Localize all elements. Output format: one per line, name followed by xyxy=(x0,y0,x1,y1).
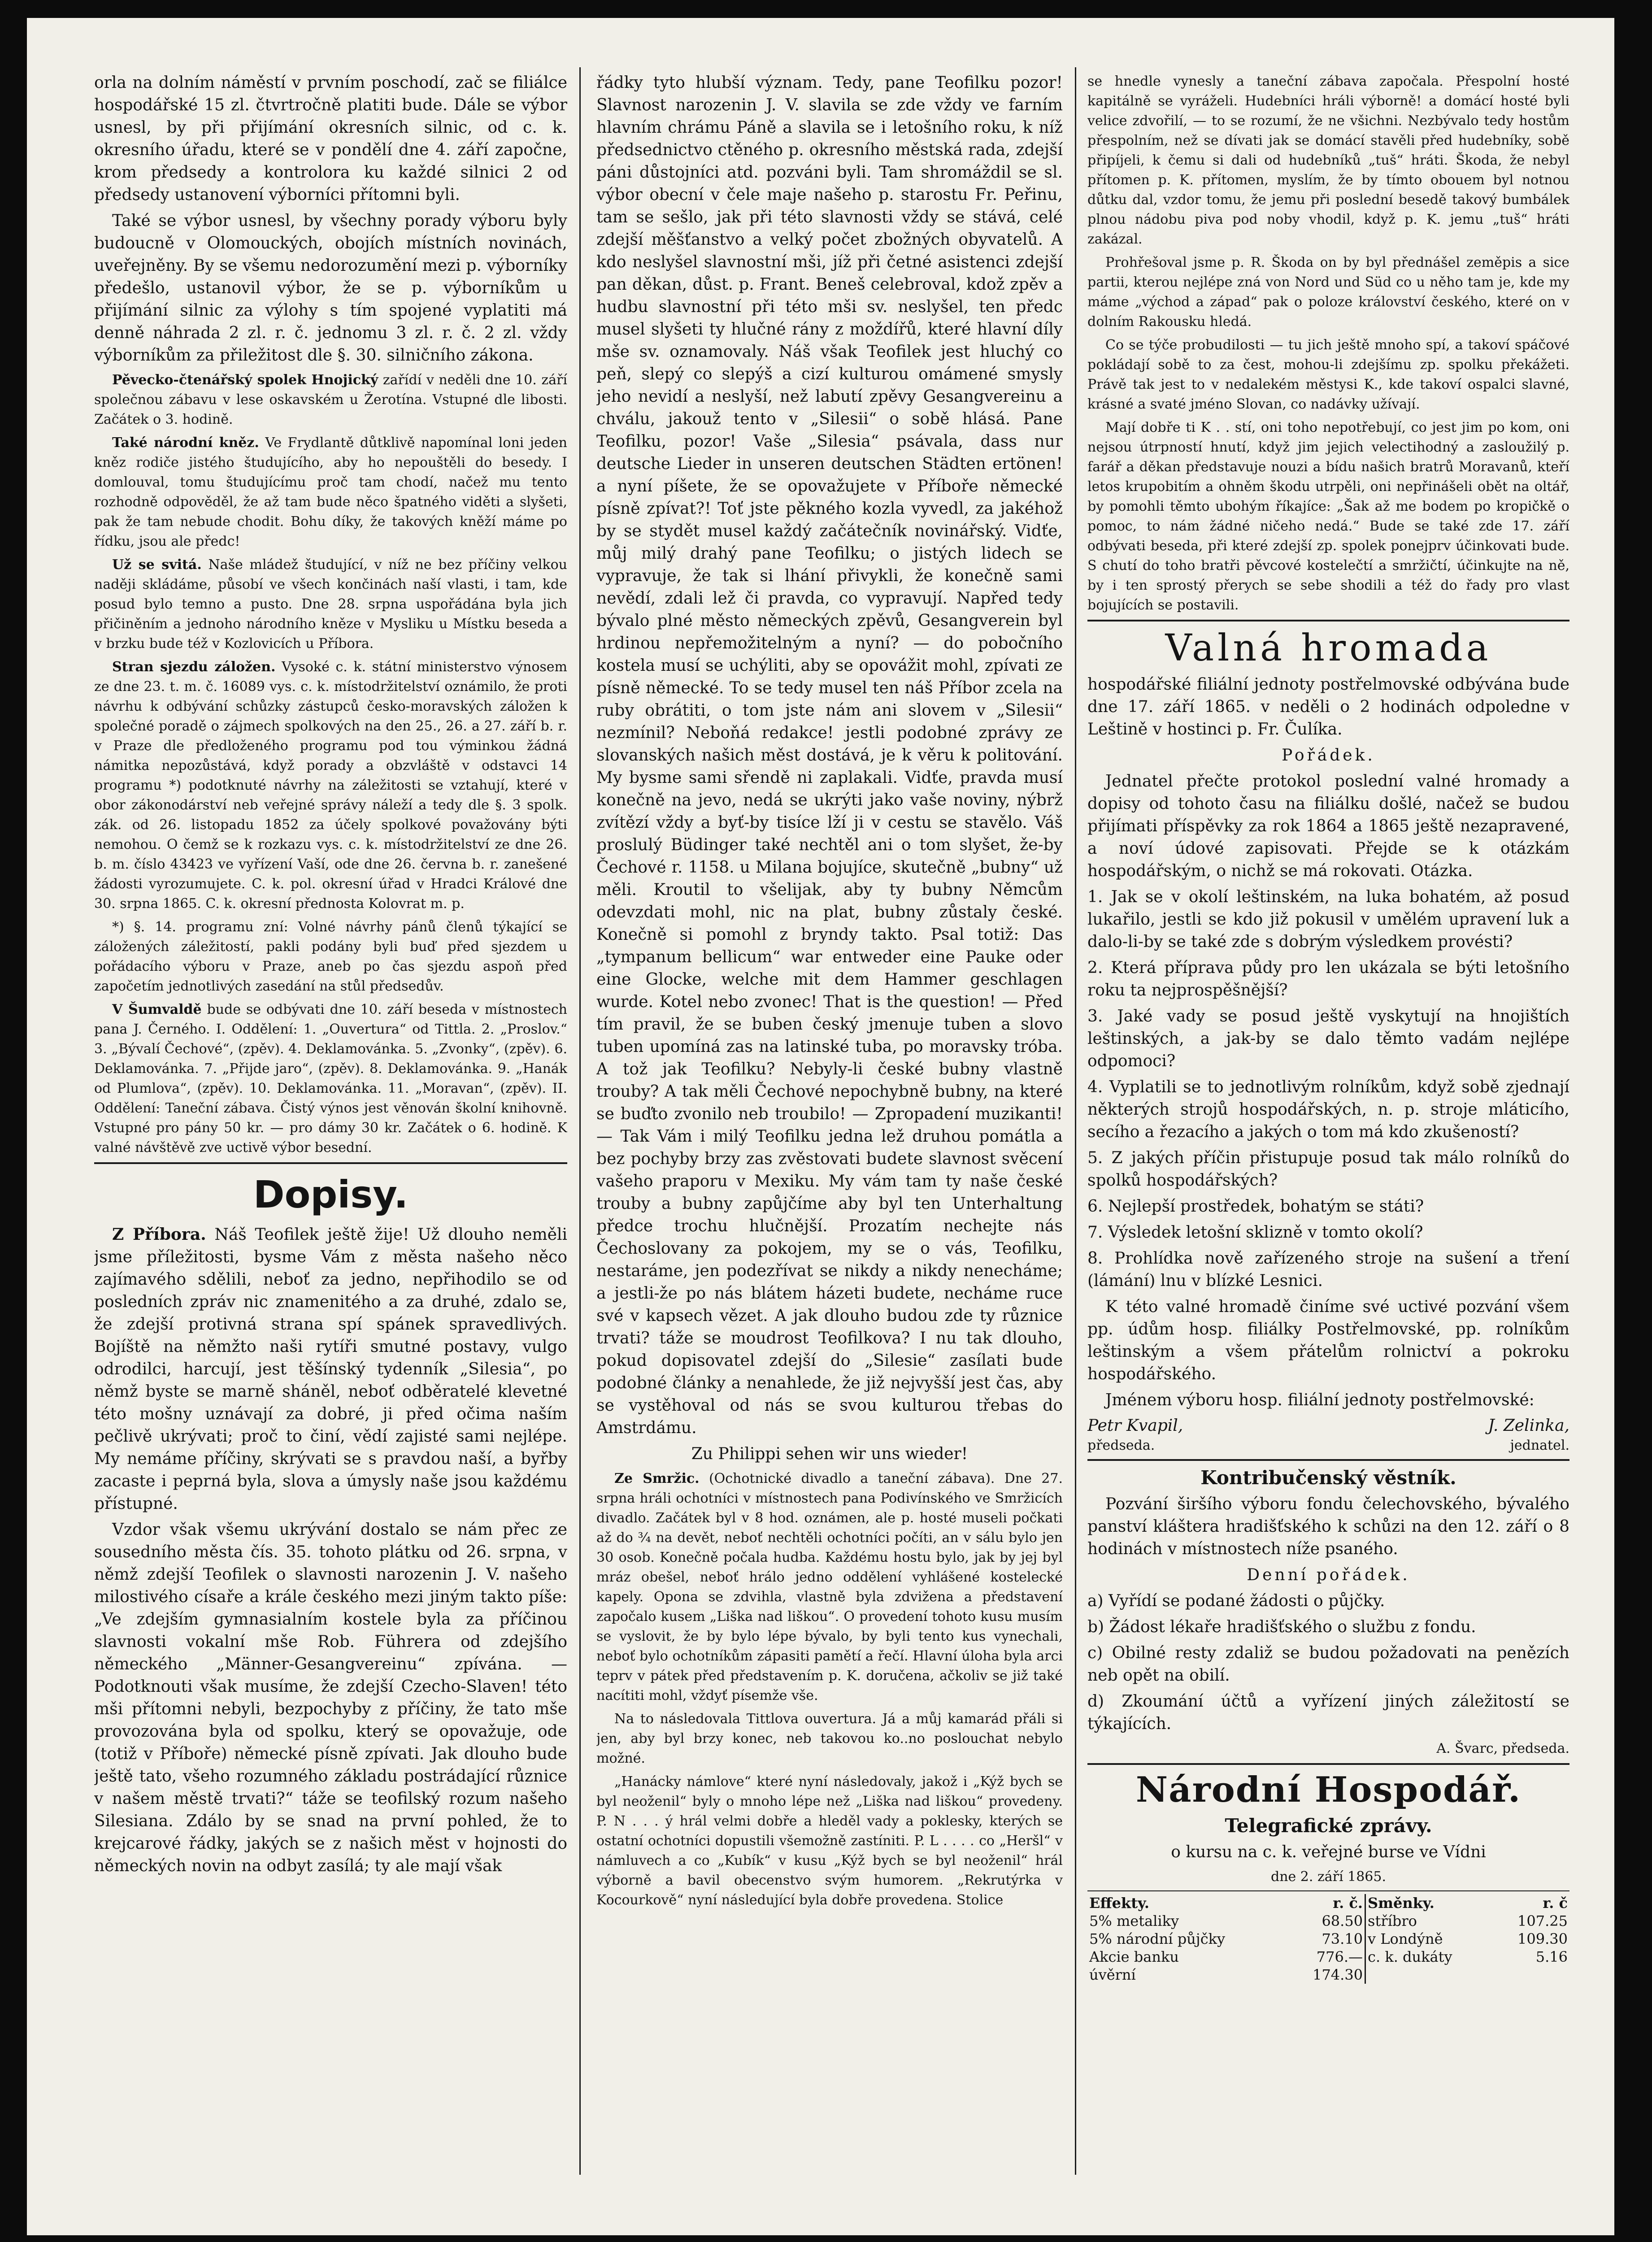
table-cell: 5% metaliky xyxy=(1089,1912,1179,1929)
paragraph: K této valné hromadě činíme své uctivé pozvání všem pp. údům hosp. filiálky Postřelmovské, pp. rolníkům leštinským a všem přátelům rolnictví a pokroku hospodářského. xyxy=(1087,1298,1569,1383)
signature-name: Petr Kvapil, xyxy=(1087,1416,1183,1435)
question-item: 1. Jak se v okolí leštinském, na luka bohatém, až posud lukařilo, jestli se kdo již pokusil v umělém upravení luk a dalo-li-by se také zde s dobrým výsledkem provésti? xyxy=(1087,888,1569,951)
agenda-item: a) Vyřídí se podané žádosti o půjčky. xyxy=(1087,1592,1385,1610)
letter-item xyxy=(94,1223,567,1515)
closing-line: Zu Philippi sehen wir uns wieder! xyxy=(691,1445,968,1463)
table-cell: c. k. dukáty xyxy=(1368,1948,1452,1965)
table-cell xyxy=(1365,1966,1493,1984)
agenda-title: Pořádek. xyxy=(1282,746,1375,765)
table-header: Effekty. xyxy=(1089,1894,1150,1912)
news-text: (Ochotnické divadlo a taneční zábava). Dne 27. srpna hráli ochotníci v místnostech pana Podivínského ve Smržicích divadlo. Začátek byl v 8 hod. oznámen, ale p. hosté museli počkati až do ¾ na devět, neboť nechtěli ochotníci počíti, an v sálu bylo jen 30 osob. Konečně počala hudba. Každému hostu bylo, jak by jej byl mráz obešel, neboť hrálo jedno oddělení vyhlášené kostelecké kapely. Opona se zdvihla, vlastně byla zdvižena a představení započalo kusem „Liška nad liškou“. O provedení tohoto kusu musím se vyslovit, že by bylo lépe bývalo, by byli tento kus vynechali, neboť bylo ochotníkům zápasiti pamětí a řečí. Hlavní úloha byla arci teprv v pátek před představením p. K. doručena, ačkoliv se již také nacítiti mohl, vždyť písemže vše. xyxy=(596,1471,1063,1703)
news-text: zařídí v neděli dne 10. září společnou zábavu v lese oskavském u Žerotína. Vstupné dle libosti. Začátek o 3. hodině. xyxy=(94,372,567,427)
table-cell xyxy=(1492,1966,1569,1984)
table-row xyxy=(1087,1948,1569,1966)
paragraph: Také se výbor usnesl, by všechny porady výboru byly budoucně v Olomouckých, obojích místních novinách, uveřejněny. By se všemu nedorozumění mezi p. výborníky předešlo, ustanovil výbor, že se p. výborníkům u přijímání silnic za výlohy s tím spojené vyplatiti má denně náhrada 2 zl. r. č. jednomu 3 zl. r. č. 2 zl. vždy výborníkům za přiležitost dle §. 30. silničního zákona. xyxy=(94,212,567,365)
table-header: r. č xyxy=(1543,1894,1568,1912)
paragraph: „Hanácky námlove“ které nyní následovaly, jakož i „Kýž bych se byl neoženil“ byly o mnoho lépe než „Liška nad liškou“ provedeny. P. N . . . ý hrál velmi dobře a hleděl vady a poklesky, kterých se ostatní ochotníci dopustili všemožně zastíniti. P. L . . . . co „Heršl“ v námluvech a co „Kubík“ v kusu „Kýž bych se byl neoženil“ hrál výborně a bavil obecenstvo svým humorem. „Rekrutýrka v Kocourkově“ nyní následující byla dobře provedena. Stolice xyxy=(596,1774,1063,1908)
news-text: Naše mládež študující, v níž ne bez příčiny velkou naději skládáme, působí ve všech končinách naší vlasti, i tam, kde posud bylo temno a pusto. Dne 28. srpna uspořádána byla jich přičiněním a jednoho národního kněze v Mysliku u Místku beseda a v brzku bude též v Kozlovicích u Příbora. xyxy=(94,557,567,652)
news-item xyxy=(94,555,567,654)
news-head: Pěvecko-čtenářský spolek Hnojický xyxy=(112,372,378,388)
news-head: Stran sjezdu záložen. xyxy=(112,659,276,675)
news-text: bude se odbývati dne 10. září beseda v místnostech pana J. Černého. I. Oddělení: 1. „Ouvertura“ od Tittla. 2. „Proslov.“ 3. „Bývalí Čechové“, (zpěv). 4. Deklamovánka. 5. „Zvonky“, (zpěv). 6. Deklamovánka. 7. „Přijde jaro“, (zpěv). 8. Deklamovánka. 9. „Hanák od Plumlova“, (zpěv). 10. Deklamovánka. 11. „Moravan“, (zpěv). II. Oddělení: Taneční zábava. Čistý výnos jest věnován školní knihovně. Vstupné pro pány 50 kr. — pro dámy 30 kr. Začátek o 6. hodině. K valné návštěvě zve uctivě výbor besední. xyxy=(94,1002,567,1156)
exchange-date: dne 2. září 1865. xyxy=(1270,1869,1387,1885)
signature-roles xyxy=(1087,1437,1569,1455)
table-row xyxy=(1087,1966,1569,1984)
signature-name: J. Zelinka, xyxy=(1488,1416,1569,1435)
paragraph: Pozvání širšího výboru fondu čelechovského, bývalého panství kláštera hradišťského k schůzi na den 12. září o 8 hodinách v místnostech níže psaného. xyxy=(1087,1495,1569,1558)
news-head: Také národní kněz. xyxy=(112,435,259,451)
question-item: 2. Která příprava půdy pro len ukázala se býti letošního roku ta nejprospěšnější? xyxy=(1087,959,1569,999)
table-cell: 776.— xyxy=(1287,1948,1365,1966)
news-text: Ve Frydlantě důtklivě napomínal loni jeden kněz rodiče jistého študujícího, aby ho nepouštěli do besedy. I domlouval, tomu študujícímu proč tam chodí, načež mu tento rozhodně odpověděl, že až tam bude něco špatného viděti a slyšeti, pak že tam nebude chodit. Bohu díky, že takových kněží máme po řídku, jsou ale předc! xyxy=(94,435,567,549)
table-cell: úvěrní xyxy=(1089,1966,1136,1983)
table-row xyxy=(1087,1912,1569,1930)
table-header: Směnky. xyxy=(1368,1894,1435,1912)
paragraph: Na to následovala Tittlova ouvertura. Já a můj kamarád přáli si jen, aby byl brzy konec, neb takovou ko..no poslouchat nebylo možné. xyxy=(596,1711,1063,1766)
footnote: *) §. 14. programu zní: Volné návrhy pánů členů týkající se záložených záležitostí, pakli podány byli buď před sjezdem u pořádacího výboru v Praze, aneb po čas sjezdu aspoň před započetím jednotlivých zasedání na stůl předsedův. xyxy=(94,919,567,994)
table-cell: stříbro xyxy=(1368,1912,1417,1929)
exchange-subtitle: o kursu na c. k. veřejné burse ve Vídni xyxy=(1171,1843,1486,1861)
paragraph: řádky tyto hlubší význam. Tedy, pane Teofilku pozor! Slavnost narozenin J. V. slavila se zde vždy ve farním hlavním chrámu Páně a slavila se i letošního roku, k níž předsednictvo ctěného p. okresního městská rada, zdejší páni důstojníci atd. pozváni byli. Tam shromáždil se sl. výbor obecní v čele maje našeho p. starostu Fr. Peřinu, tam se sešlo, jak při této slavnosti vždy se stává, celé zdejší měšťanstvo a velký počet zbožných obyvatelů. A kdo neslyšel slavnostní mši, jíž při četné asistenci zdejší pan děkan, důst. p. Frant. Beneš celebroval, kdož zpěv a hudbu slavnostní při této mši sv. neslyšel, ten předc musel slyšeti ty hlučné rány z moždířů, které hlavní díly mše sv. oznamovaly. Náš však Teofilek jest hluchý co peň, slepý co slepýš a cizí kulturou omámené smysly jeho nevidí a neslyší, než labutí zpěvy Gesangvereinu a chválu, jakouž tento v „Silesii“ o sobě hlásá. Pane Teofilku, pozor! Vaše „Silesia“ psávala, dass nur deutsche Lieder in unseren deutschen Städten ertönen! a nyní píšete, že se opovažujete v Příboře německé písně zpívat?! Toť jste pěkného kozla vyvedl, za jakéhož by se stydět musel každý začátečník novinářský. Vidťe, můj milý drahý pane Teofilku; o jistých lidech se vypravuje, že tak si lhání přivykli, že konečně sami nevědí, zdali lež či pravda, co vypravují. Napřed tedy bývalo plné město německých zpěvů, Gesangverein byl hrdinou nepřemožitelným a nyní? — do pobočního kostela musí se uchýliti, aby se opovážit mohl, zpívati ze písně německé. To se tedy musel ten náš Příbor zcela na ruby obrátiti, o tom jste nám ani slovem v „Silesii“ nezmínil? Neboňá redakce! jestli podobné zprávy ze slovanských našich měst dostává, je k věru k politování. My bysme sami sřendě ni zaplakali. Vidťe, pravda musí konečně na jevo, nedá se ukrýti jako vaše noviny, nýbrž zvítězí vždy a byť-by tisíce lží ji v cestu se stavělo. Váš proslulý Büdinger také nechtěl ani o tom slyšet, že-by Čechové r. 1158. u Milana bojujíce, skutečně „bubny“ už měli. Kroutil to všelijak, aby ty bubny Němcům odevzdati mohl, nic na plat, bubny zůstaly české. Konečně si pomohl z bryndy takto. Psal totiž: Das „tympanum bellicum“ war entweder eine Pauke oder eine Glocke, welche mit dem Hammer geschlagen wurde. Kotel nebo zvonec! That is the question! — Před tím pravil, že se buben český jmenuje tuben a slovo tuben upomíná zas na latinské tuba, po moravsky tróba. A tož jak Teofilku? Nebyly-li české bubny vlastně trouby? A tak měli Čechové nepochybně bubny, na které se buďto zvonilo neb troubilo! — Zpropadení muzikanti! — Tak Vám i milý Teofilku jedna lež druhou pomátla a bez pochyby brzy zas zvěstovati budete slavnost svěcení vašeho praporu v Mexiku. My vám tam ty naše české trouby a bubny zapůjčíme aby byl ten Unterhaltung předce trochu hlučnější. Prozatím nechejte nás Čechoslovany za pokojem, my se o vás, Teofilku, nestaráme, jen podezřívat se nikdy a nikdy nenecháme; a jestli-že po nás blátem házeti budete, necháme ruce své v kapsech vězet. A jak dlouho budou zde ty různice trvati? táže se moudrost Teofilkova? I nu tak dlouho, pokud dopisovatel zdejší do „Silesie“ zasílati bude podobné články a nenahlede, že již nejvyšší jest čas, aby se vystěhoval od nás se svou kulturou třebas do Amstrdámu. xyxy=(596,74,1063,1437)
news-item xyxy=(94,1000,567,1158)
signature-role: jednatel. xyxy=(1510,1438,1569,1453)
news-head: Ze Smržic. xyxy=(614,1471,700,1486)
table-cell: v Londýně xyxy=(1368,1930,1443,1947)
question-item: 5. Z jakých příčin přistupuje posud tak málo rolníků do spolků hospodářských? xyxy=(1087,1149,1569,1190)
agenda-list xyxy=(1087,1590,1569,1735)
paragraph: orla na dolním náměstí v prvním poschodí, zač se filiálce hospodářské 15 zl. čtvrtročně platiti bude. Dále se výbor usnesl, by při přijímání okresních silnic, od c. k. okresního úřadu, které se v pondělí dne 4. září započne, krom předsedy a kontrolora ku každé silnici 2 od předsedy ustanovení výborníci přítomni byli. xyxy=(94,74,567,204)
paragraph: se hnedle vynesly a taneční zábava započala. Přespolní hosté kapitálně se vyráželi. Hudebníci hráli výborně! a domácí hosté byli velice zdvořilí, — to se rozumí, že ne všichni. Nezbývalo tedy hostům přespolním, než se dívati jak se domácí stavěli před hudebníky, sobě připíjeli, k čemu si dali od hudebníků „tuš“ hráti. Škoda, že nebyl přítomen p. K. přítomen, myslím, že by tímto obouem byl notnou důtku dal, vzdor tomu, že jemu při poslední besedě takový bumbálek plnou nádobu piva pod noby vhodil, když p. K. jemu „tuš“ hráti zakázal. xyxy=(1087,74,1569,247)
table-cell: 174.30 xyxy=(1287,1966,1365,1984)
divider xyxy=(1087,1459,1569,1461)
table-header-row xyxy=(1087,1894,1569,1912)
question-item: 7. Výsledek letošní sklizně v tomto okolí? xyxy=(1087,1223,1423,1242)
table-cell: 73.10 xyxy=(1287,1930,1365,1948)
notice-title-kontribucensky: Kontribučenský věstník. xyxy=(1200,1467,1456,1489)
agenda-item: d) Zkoumání účtů a vyřízení jiných záležitostí se týkajících. xyxy=(1087,1692,1569,1733)
question-item: 3. Jaké vady se posud ještě vyskytují na hnojištích leštinských, a jak-by se dalo těmto vadám nejlépe odpomoci? xyxy=(1087,1007,1569,1070)
column-rule xyxy=(1075,67,1076,2175)
table-row xyxy=(1087,1930,1569,1948)
question-list xyxy=(1087,886,1569,1292)
table-cell: 107.25 xyxy=(1517,1912,1568,1929)
question-item: 8. Prohlídka nově zařízeného stroje na sušení a tření (lámání) lnu v blízké Lesnici. xyxy=(1087,1249,1569,1290)
table-cell: 109.30 xyxy=(1517,1930,1568,1947)
news-item xyxy=(94,370,567,430)
paragraph: Mají dobře ti K . . stí, oni toho nepotřebují, co jest jim po kom, oni nejsou útrpností hnutí, když jim jejich velectihodný a zasloužilý p. farář a děkan představuje nouzi a bídu našich bratrů Moravanů, kteří letos krupobitím a ohněm škodu utrpěli, oni nepřinášeli obět na oltář, by pomohli těmto ubohým říkajíce: „Šak až me bodem po kropičkě o pomoc, to nám žádné ničeho nedá.“ Bude se také zde 17. září odbývati beseda, při které zdejší zp. spolek ponejprv účinkovati bude. S chutí do toho bratři pěvcové kostelečtí a smržičtí, účinkujte na ně, by i ten sprostý přerych se sebe shodili a též do řady pro vlast bojujících se postavili. xyxy=(1087,420,1569,613)
column-left xyxy=(94,72,567,2206)
table-cell: 5.16 xyxy=(1535,1948,1568,1965)
table-header: r. č. xyxy=(1287,1894,1365,1912)
exchange-table xyxy=(1087,1894,1569,1984)
news-item xyxy=(94,657,567,914)
news-text: Vysoké c. k. státní ministerstvo výnosem ze dne 23. t. m. č. 16089 vys. c. k. místodržitelství oznámilo, že proti návrhu k odbývání schůzky zástupců česko-moravských záložen k společné poradě o zájmech spolkových na den 25., 26. a 27. září b. r. v Praze dle předloženého programu pod tou výminkou žádná námitka nepozůstává, když porady a obzvláště v odstavci 14 programu *) podotknuté návrhy na záležitosti se vztahují, které v obor zákonodárství neb veřejné správy náleží a tedy dle §. 3 spolk. zák. od 26. listopadu 1852 za účely spolkové považovány býti nemohou. O čemž se k rozkazu vys. c. k. místodržitelství ze dne 26. b. m. číslo 43423 ve vyřízení Vaší, ode dne 26. června b. r. zanešené žádosti vyrozumujete. C. k. pol. okresní úřad v Hradci Králové dne 30. srpna 1865. C. k. okresní přednosta Kolovrat m. p. xyxy=(94,659,567,912)
letter-head: Z Příbora. xyxy=(112,1225,206,1244)
agenda-item: c) Obilné resty zdaliž se budou požadovati na penězích neb opět na obilí. xyxy=(1087,1644,1569,1685)
signature-role: předseda. xyxy=(1087,1438,1155,1453)
table-cell: Akcie banku xyxy=(1089,1948,1179,1965)
paragraph: Co se týče probudilosti — tu jich ještě mnoho spí, a takoví spáčové pokládají sobě to za čest, mohou-li zdejšímu zp. spolku překážeti. Právě tak jest to v nedalekém městysi K., kde takoví ospalci slavné, krásné a svaté jméno Slovan, co nadávky užívají. xyxy=(1087,337,1569,412)
letter-text: Náš Teofilek ještě žije! Už dlouho neměli jsme příležitosti, bysme Vám z města našeho něco zajímavého sdělili, neboť za jedno, nepřihodilo se od posledních zpráv nic znamenitého a za druhé, zdalo se, že zdejší protivná strana spí spánek spravedlivých. Bojíště na němžto naši rytíři smutné postavy, vulgo odrodilci, harcují, jest těšínský tydenník „Silesia“, po němž byste se marně sháněl, neboť odběratelé klevetné této mošny uznávají za dobré, ji před očima naším pečlivě ukrývati; proč to činí, vědí zajisté sami nejlépe. My nemáme příčiny, skrývati se s pravdou naší, a byřby zacaste i peprná byla, slova a úmysly naše jsou každému přístupné. xyxy=(94,1225,567,1513)
telegraph-title: Telegrafické zprávy. xyxy=(1225,1815,1432,1837)
notice-title-valna-hromada: Valná hromada xyxy=(1165,627,1492,669)
column-right xyxy=(1087,72,1569,2206)
divider xyxy=(1087,1890,1569,1891)
news-head: Už se svitá. xyxy=(112,557,202,573)
divider xyxy=(94,1162,567,1164)
news-item xyxy=(596,1469,1063,1706)
news-head: V Šumvaldě xyxy=(112,1002,202,1017)
section-title-narodni-hospodar: Národní Hospodář. xyxy=(1135,1769,1522,1810)
divider xyxy=(1087,620,1569,621)
news-item xyxy=(94,433,567,552)
agenda-item: b) Žádost lékaře hradišťského o službu z fondu. xyxy=(1087,1618,1476,1636)
paragraph: Jednatel přečte protokol poslední valné hromady a dopisy od tohoto času na filiálku došlé, načež se budou přijímati příspěvky za rok 1864 a 1865 ještě nezapravené, a noví údové zapisovati. Přejde se k otázkám hospodářským, o nichž se má rokovati. Otázka. xyxy=(1087,772,1569,880)
question-item: 6. Nejlepší prostředek, bohatým se státi? xyxy=(1087,1197,1424,1216)
newspaper-page xyxy=(27,18,1614,2235)
agenda-title: Denní pořádek. xyxy=(1247,1566,1410,1584)
section-title-dopisy: Dopisy. xyxy=(253,1173,409,1217)
column-middle xyxy=(596,72,1063,2206)
column-rule xyxy=(579,67,581,2175)
paragraph: Vzdor však všemu ukrývání dostalo se nám přec ze sousedního města čís. 35. tohoto plátku od 26. srpna, v němž zdejší Teofilek o slavnosti narozenin J. V. našeho milostivého císaře a krále českého mezi jiným takto píše: „Ve zdejším gymnasialním kostele byla za příčinou slavnosti vokalní mše Rob. Führera od zdejšího německého „Männer-Gesangvereinu“ zpívána. — Podotknouti však musíme, že zdejší Czecho-Slaven! této mši přítomni nebyli, bezpochyby z příčiny, že tato mše provozována byla od spolku, který se opovažuje, ode (totiž v Příboře) německé písně zpívati. Jak dlouho bude ještě tato, všeho rozumného základu postrádající různice v našem městě trvati?“ táže se teofilský rozum našeho Silesiana. Zdálo by se snad na první pohled, že to krejcarové řádky, jakých se z našich měst v hojnosti do německých novin na odbyt zasílá; ty ale mají však xyxy=(94,1521,567,1875)
signature: A. Švarc, předseda. xyxy=(1436,1741,1569,1756)
table-cell: 5% národní půjčky xyxy=(1089,1930,1226,1947)
question-item: 4. Vyplatili se to jednotlivým rolníkům, když sobě zjednají některých strojů hospodářských, n. p. stroje mláticího, secího a řezacího a jakých o tom má kdo zkušeností? xyxy=(1087,1078,1569,1141)
paragraph: hospodářské filiální jednoty postřelmovské odbývána bude dne 17. září 1865. v neděli o 2 hodinách odpoledne v Leštině v hostinci p. Fr. Čulíka. xyxy=(1087,675,1569,739)
signature-names xyxy=(1087,1415,1569,1437)
table-cell: 68.50 xyxy=(1287,1912,1365,1930)
paragraph: Jménem výboru hosp. filiální jednoty postřelmovské: xyxy=(1105,1391,1535,1409)
paragraph: Prohřešoval jsme p. R. Škoda on by byl přednášel zeměpis a sice partii, kterou nejlépe zná von Nord und Süd co u něho tam je, kde my máme „východ a západ“ pak o poloze království českého, které on v dolním Rakousku hledá. xyxy=(1087,255,1569,330)
divider xyxy=(1087,1763,1569,1765)
